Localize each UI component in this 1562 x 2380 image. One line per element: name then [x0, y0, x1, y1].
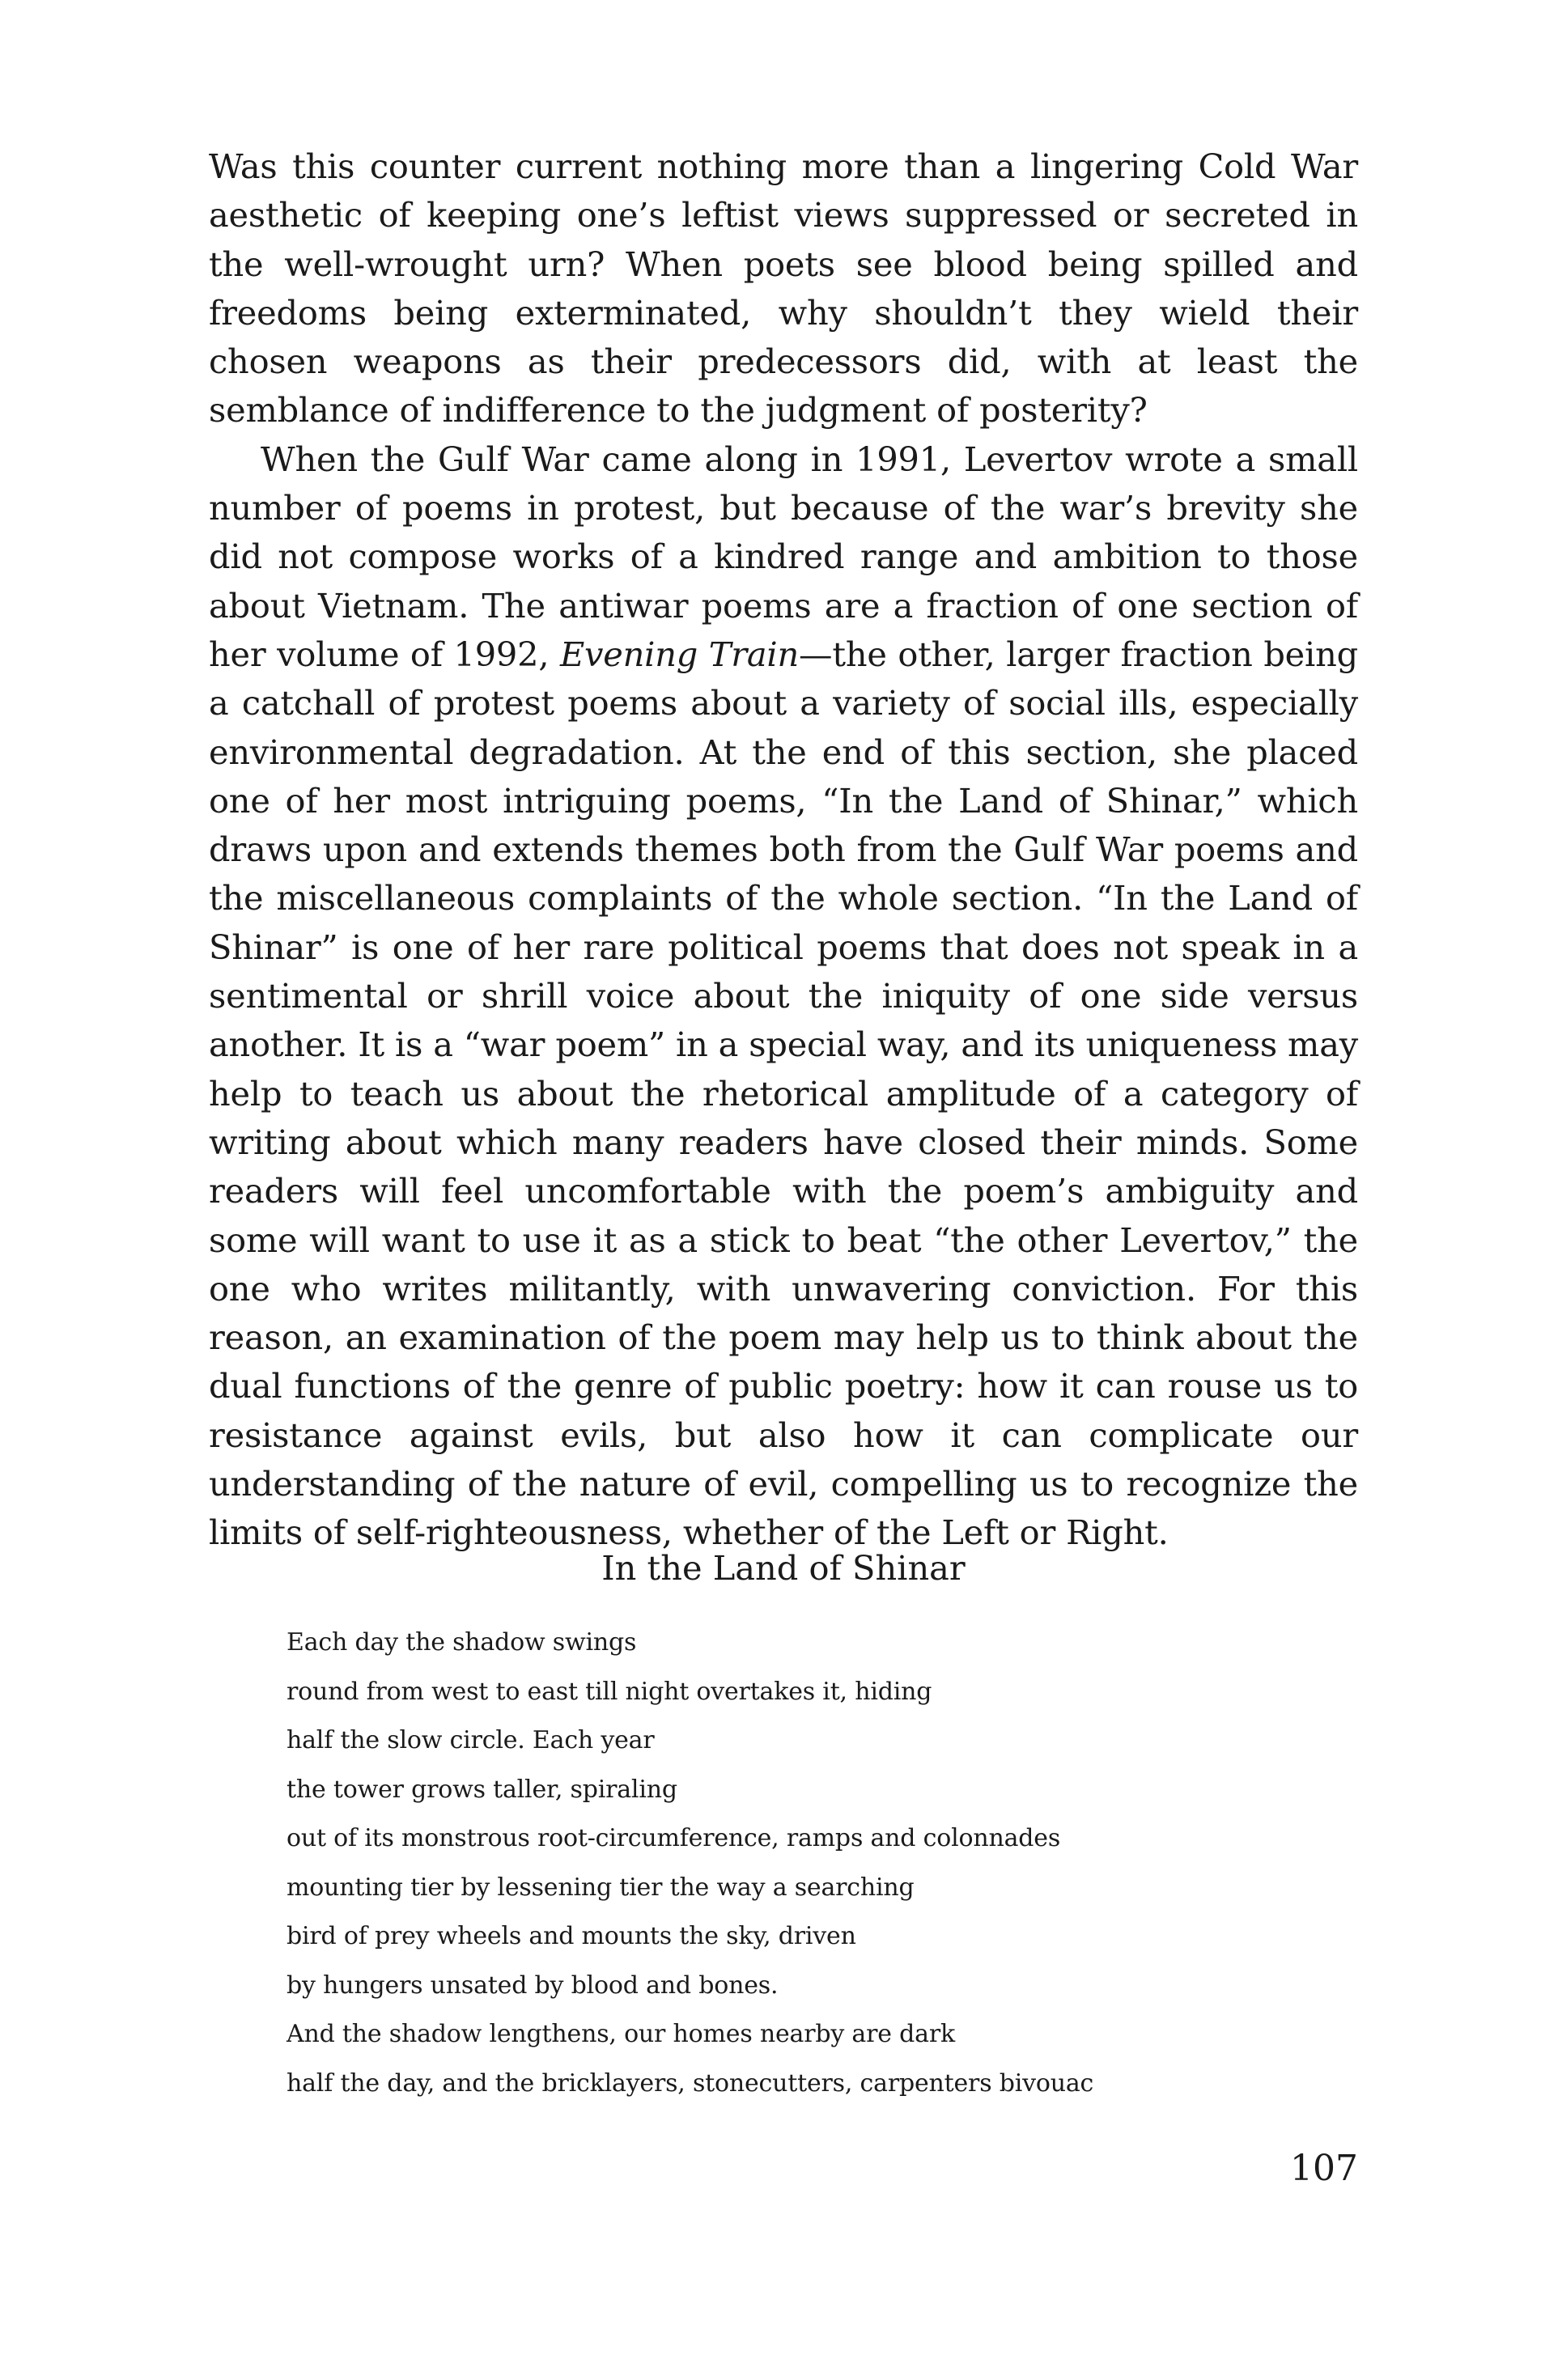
body-text	[209, 142, 1358, 1558]
poem-line: And the shadow lengthens, our homes nearby are dark	[287, 2020, 955, 2048]
poem-title: In the Land of Shinar	[601, 1548, 966, 1588]
poem-line: half the day, and the bricklayers, stonecutters, carpenters bivouac	[287, 2068, 1094, 2098]
poem-line: round from west to east till night overtakes it, hiding	[287, 1677, 932, 1706]
page-number: 107	[1290, 2148, 1358, 2189]
poem-line: half the slow circle. Each year	[287, 1726, 655, 1754]
poem-line: mounting tier by lessening tier the way a searching	[287, 1873, 915, 1902]
book-title: Evening Train	[559, 634, 800, 674]
paragraph	[209, 435, 1358, 1558]
paragraph-text: —the other, larger fraction being a catchall of protest poems about a variety of social ills, especially environmental degradation. At the end of this section, she placed one of her most intriguing poems, “In the Land of Shinar,” which draws upon and extends themes both from the Gulf War poems and the miscellaneous complaints of the whole section. “In the Land of Shinar” is one of her rare political poems that does not speak in a sentimental or shrill voice about the iniquity of one side versus another. It is a “war poem” in a special way, and its uniqueness may help to teach us about the rhetorical amplitude of a category of writing about which many readers have closed their minds. Some readers will feel uncomfortable with the poem’s ambiguity and some will want to use it as a stick to beat “the other Levertov,” the one who writes militantly, with unwavering conviction. For this reason, an examination of the poem may help us to think about the dual functions of the genre of public poetry: how it can rouse us to resistance against evils, but also how it can complicate our understanding of the nature of evil, compelling us to recognize the limits of self-righteousness, whether of the Left or Right.	[209, 634, 1359, 1553]
poem-line: Each day the shadow swings	[287, 1628, 637, 1657]
poem-line: out of its monstrous root-circumference, ramps and colonnades	[287, 1824, 1061, 1852]
poem-line: by hungers unsated by blood and bones.	[287, 1971, 779, 2000]
paragraph: Was this counter current nothing more than a lingering Cold War aesthetic of keeping one’s leftist views suppressed or secreted in the well-wrought urn? When poets see blood being spilled and freedoms being exterminated, why shouldn’t they wield their chosen weapons as their predecessors did, with at least the semblance of indifference to the judgment of posterity?	[209, 146, 1358, 431]
poem-line: bird of prey wheels and mounts the sky, driven	[287, 1922, 856, 1950]
paragraph-text: When the Gulf War came along in 1991, Levertov wrote a small number of poems in protest, but because of the war’s brevity she did not compose works of a kindred range and ambition to those about Vietnam. The antiwar poems are a fraction of one section of her volume of 1992,	[209, 439, 1358, 674]
poem-line: the tower grows taller, spiraling	[287, 1775, 677, 1804]
poem-excerpt	[287, 1618, 1363, 2108]
